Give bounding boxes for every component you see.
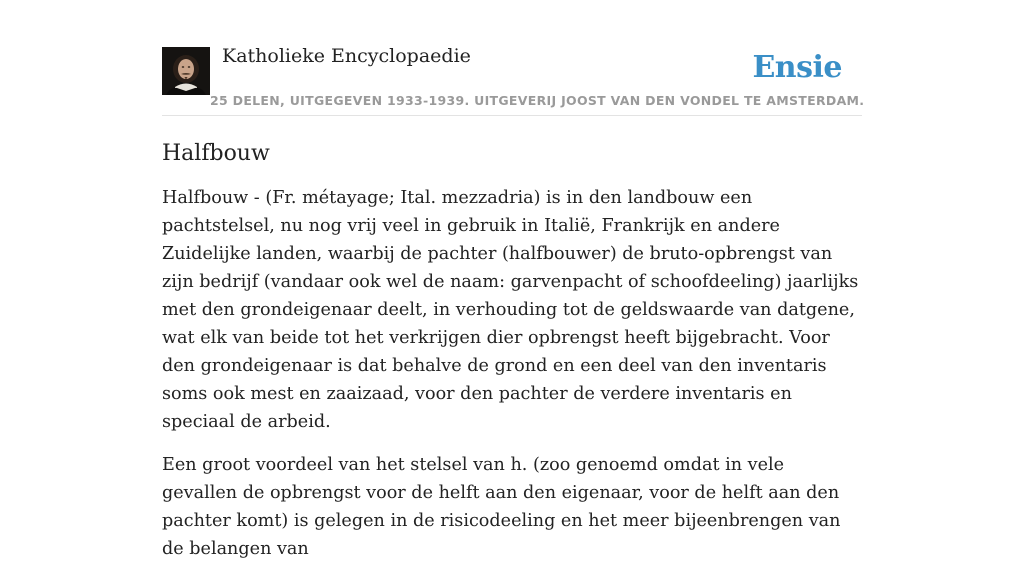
avatar-portrait-graphic <box>162 47 210 95</box>
article-content <box>162 138 862 578</box>
article-paragraph-2: Een groot voordeel van het stelsel van h. (zoo genoemd omdat in vele gevallen de opbrengst voor de helft aan den eigenaar, voor de helft aan den pachter komt) is gelegen in de risicodeeling en het meer bijeenbrengen van de belangen van <box>162 455 841 559</box>
site-header <box>162 0 865 116</box>
article-paragraph-1: Halfbouw - (Fr. métayage; Ital. mezzadria) is in den landbouw een pachtstelsel, nu nog vrij veel in gebruik in Italië, Frankrijk en andere Zuidelijke landen, waarbij de pachter (halfbouwer) de bruto-opbrengst van zijn bedrijf (vandaar ook wel de naam: garvenpacht of schoofdeeling) jaarlijks met den grondeigenaar deelt, in verhouding tot de geldswaarde van datgene, wat elk van beide tot het verkrijgen dier opbrengst heeft bijgebracht. Voor den grondeigenaar is dat behalve de grond en een deel van den inventaris soms ook mest en zaaizaad, voor den pachter de verdere inventaris en speciaal de arbeid. <box>162 188 859 432</box>
portrait-avatar-icon[interactable] <box>162 47 210 95</box>
site-subtitle: 25 DELEN, UITGEGEVEN 1933-1939. UITGEVERIJ JOOST VAN DEN VONDEL TE AMSTERDAM. <box>210 93 865 108</box>
site-title[interactable]: Katholieke Encyclopaedie <box>222 45 471 67</box>
article-title: Halfbouw <box>162 141 270 166</box>
ensie-logo-link[interactable]: Ensie <box>752 50 842 85</box>
